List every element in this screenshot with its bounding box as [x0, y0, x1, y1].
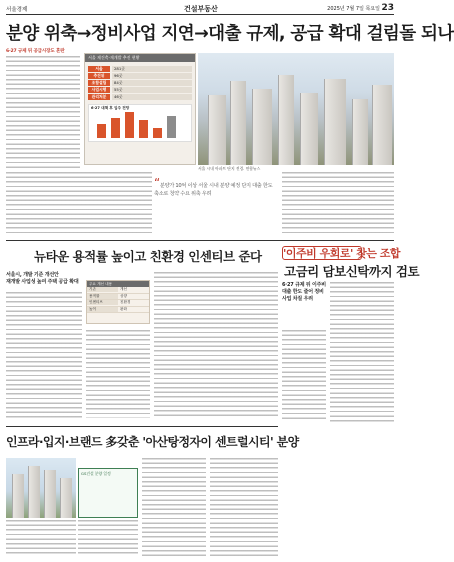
- panel-row: 서울 281곳: [88, 65, 192, 72]
- panel-row: 조합설립 84곳: [88, 79, 192, 86]
- panel-chart-caption: 6·27 대책 후 입주 전망: [91, 106, 130, 110]
- article-text-left: [6, 56, 80, 168]
- page-number: 23: [381, 3, 394, 13]
- chart-bar: [167, 116, 176, 138]
- masthead-date: 2025년 7월 7일 목요일: [327, 6, 380, 12]
- section3-headline-box: '이주비 우회로' 찾는 조합: [283, 247, 400, 260]
- section2-subheading: 서울시, 개발 기준 개선안 재개발 사업성 높여 주택 공급 확대: [6, 272, 79, 285]
- masthead: [6, 3, 394, 15]
- masthead-section: 건설부동산: [184, 5, 218, 13]
- lead-subheading: 6·27 규제 뒤 공급시장도 혼란: [6, 49, 65, 54]
- panel-row: 관리처분 46곳: [88, 93, 192, 100]
- article-text-left-2: [6, 172, 152, 234]
- section3-text: [330, 282, 394, 422]
- chart-bar: [111, 118, 120, 138]
- section4-text-3: [210, 458, 278, 556]
- chart-bar: [153, 128, 162, 138]
- panel-row: 추진위 96곳: [88, 72, 192, 79]
- panel-chart: [88, 104, 192, 142]
- section4-info-title: GS건설 분양 일정: [81, 471, 111, 476]
- apartment-render: [6, 458, 76, 518]
- panel-title: 서울 재건축·재개발 추진 현황: [85, 54, 195, 62]
- panel-table: [88, 65, 192, 100]
- section2-text-mid: [86, 330, 150, 418]
- quote-mark-icon: “: [154, 176, 160, 190]
- photo-caption: 서울 시내 아파트 단지 전경. 연합뉴스: [198, 166, 261, 171]
- section3-headline: 고금리 담보신탁까지 검토: [284, 264, 420, 279]
- section3-kicker: 6·27 규제 뒤 이주비 대출 한도 줄어 정비사업 차질 우려: [282, 282, 326, 302]
- pull-quote: “분양가 10억 이상 서울 시내 분양 예정 단지 대출 한도 축소로 청약 수요 위축 우려: [154, 176, 273, 197]
- section2-table: 주요 개선 내용 기존 개선 용적률 상향 인센티브 친환경 높이 완화: [86, 280, 150, 324]
- section2-headline: 뉴타운 용적률 높이고 친환경 인센티브 준다: [34, 249, 262, 264]
- section2-text-left: [6, 292, 82, 418]
- city-photo: [198, 53, 394, 165]
- chart-bar: [125, 112, 134, 138]
- divider: [6, 240, 394, 241]
- section2-text-right: [154, 272, 278, 418]
- section4-text-1: [78, 520, 138, 556]
- article-text-right: [282, 172, 394, 234]
- section4-text-2: [142, 458, 206, 556]
- section4-headline: 인프라·입지·브랜드 多갖춘 '아산탕정자이 센트럴시티' 분양: [6, 435, 299, 449]
- panel-row: 사업시행 55곳: [88, 86, 192, 93]
- data-panel: [84, 53, 196, 165]
- chart-bar: [97, 124, 106, 138]
- main-headline: 분양 위축→정비사업 지연→대출 규제, 공급 확대 걸림돌 되나: [6, 24, 454, 44]
- section3-text-2: [282, 330, 326, 422]
- section4-caption-text: [6, 520, 76, 556]
- masthead-paper: 서울경제: [6, 7, 28, 13]
- chart-bar: [139, 120, 148, 138]
- section4-info-box: [78, 468, 138, 518]
- divider: [6, 426, 278, 427]
